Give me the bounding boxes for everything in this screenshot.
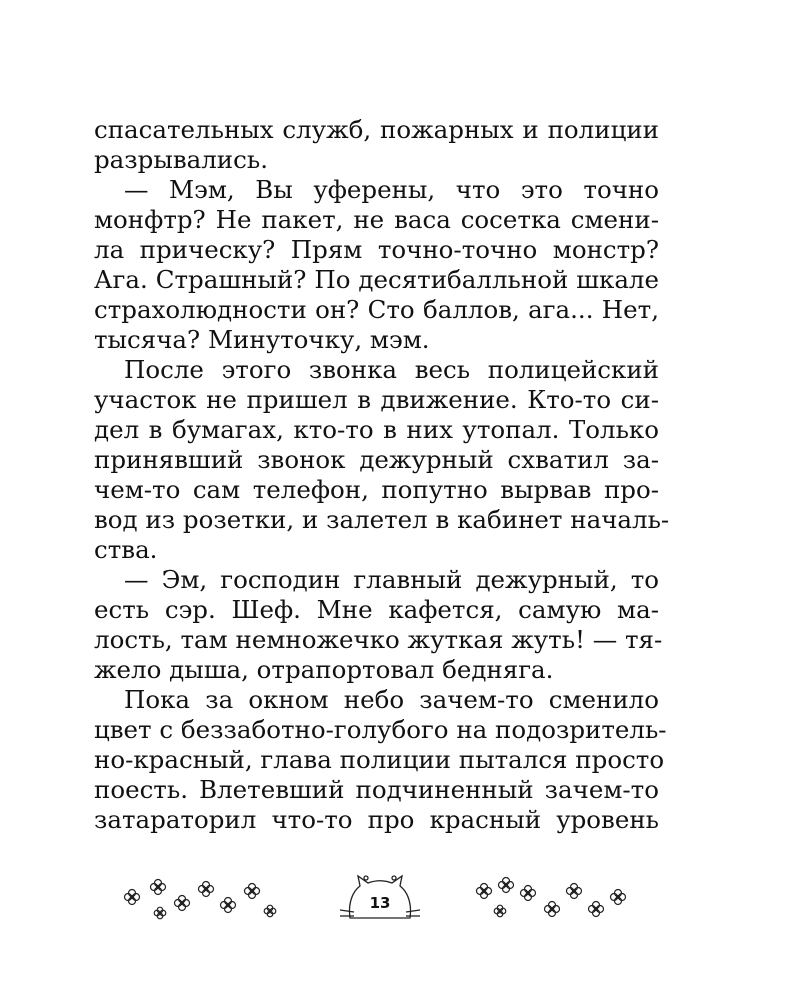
text-line: — Эм, господин главный дежурный, то <box>124 565 659 594</box>
text-line: есть сэр. Шеф. Мне кафется, самую ма- <box>94 595 659 624</box>
text-line: страхолюдности он? Сто баллов, ага... Нет, <box>94 295 659 324</box>
flower-ornament-icon <box>470 875 635 925</box>
text-line: участок не пришел в движение. Кто-то си- <box>94 385 659 414</box>
text-line: Пока за окном небо зачем-то сменило <box>124 685 659 714</box>
text-line: дел в бумагах, кто-то в них утопал. Только <box>94 415 659 444</box>
text-line: спасательных служб, пожарных и полиции <box>94 115 659 144</box>
text-line: но-красный, глава полиции пытался просто <box>94 745 665 774</box>
text-line: чем-то сам телефон, попутно вырвав про- <box>94 475 659 504</box>
text-line: жело дыша, отрапортовал бедняга. <box>94 655 554 684</box>
text-line: поесть. Влетевший подчиненный зачем-то <box>94 775 659 804</box>
text-line: тысяча? Минуточку, мэм. <box>94 325 430 354</box>
text-line: монфтр? Не пакет, не васа сосетка смени- <box>94 205 659 234</box>
text-line: ла прическу? Прям точно-точно монстр? <box>94 235 659 264</box>
text-line: принявший звонок дежурный схватил за- <box>94 445 659 474</box>
flower-ornament-icon <box>120 875 280 925</box>
text-line: цвет с беззаботно-голубого на подозритель- <box>94 715 667 744</box>
text-line: разрывались. <box>94 145 268 174</box>
text-line: Ага. Страшный? По десятибалльной шкале <box>94 265 659 294</box>
text-line: ства. <box>94 535 158 564</box>
text-line: После этого звонка весь полицейский <box>124 355 659 384</box>
page-footer <box>0 870 800 930</box>
text-line: — Мэм, Вы уферены, что это точно <box>124 175 659 204</box>
page-number: 13 <box>369 894 391 912</box>
body-text <box>94 115 670 835</box>
text-line: вод из розетки, и залетел в кабинет началь- <box>94 505 670 534</box>
text-line: лость, там немножечко жуткая жуть! — тя- <box>94 625 663 654</box>
text-line: затараторил что-то про красный уровень <box>94 805 659 834</box>
page-number-badge <box>330 870 430 930</box>
